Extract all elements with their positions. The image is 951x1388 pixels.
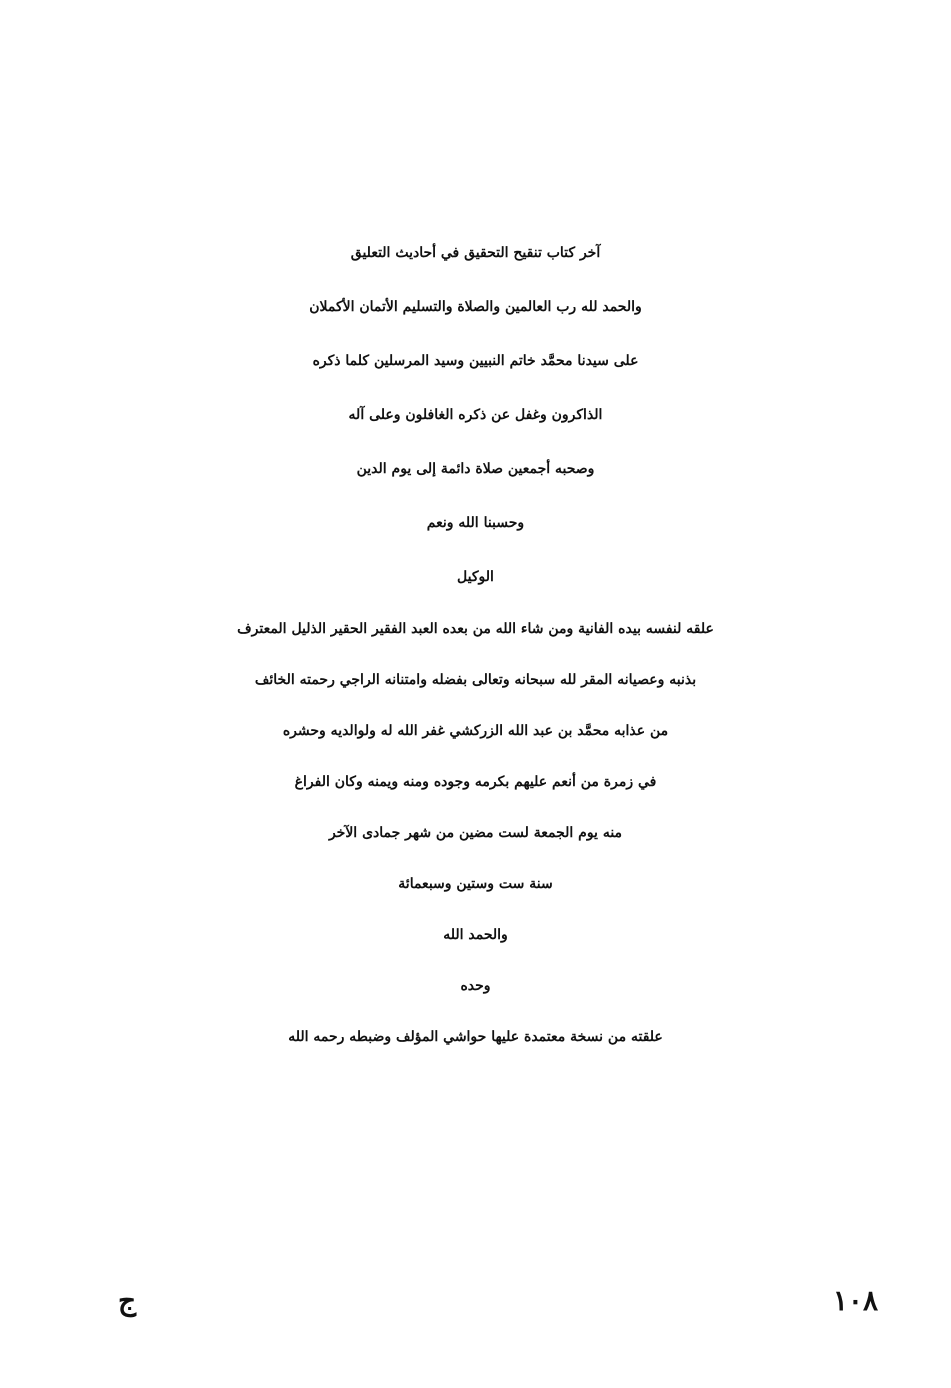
scribe-line: والحمد الله [443,927,508,943]
colophon-line: آخر كتاب تنقيح التحقيق في أحاديث التعليق [350,245,601,261]
colophon-line: وصحبه أجمعين صلاة دائمة إلى يوم الدين [356,461,595,477]
page-number: ١٠٨ [832,1284,878,1317]
scribe-line: من عذابه محمَّد بن عبد الله الزركشي غفر الله له ولوالديه وحشره [282,723,669,739]
scribe-line: وحده [460,978,491,994]
colophon-line: على سيدنا محمَّد خاتم النبيين وسيد المرسلين كلما ذكره [312,353,639,369]
scribe-line: بذنبه وعصيانه المقر لله سبحانه وتعالى بفضله وامتنانه الراجي رحمته الخائف [254,672,697,688]
scribe-line: سنة ست وستين وسبعمائة [398,876,553,892]
colophon-block [0,226,951,604]
colophon-line: الذاكرون وغفل عن ذكره الغافلون وعلى آله [348,407,603,423]
colophon-line: والحمد لله رب العالمين والصلاة والتسليم الأتمان الأكملان [309,299,642,315]
scribe-line: علقه لنفسه بيده الفانية ومن شاء الله من بعده العبد الفقير الحقير الذليل المعترف [237,621,714,637]
scribe-line: منه يوم الجمعة لست مضين من شهر جمادى الآخر [328,825,623,841]
signature-mark: ج [118,1284,137,1317]
scribe-note-block [0,604,951,1063]
scribe-line: في زمرة من أنعم عليهم بكرمه وجوده ومنه ويمنه وكان الفراغ [294,774,657,790]
colophon-line: وحسبنا الله ونعم [426,515,525,531]
scribe-line: علقته من نسخة معتمدة عليها حواشي المؤلف وضبطه رحمه الله [288,1029,663,1045]
colophon-line: الوكيل [457,569,494,585]
